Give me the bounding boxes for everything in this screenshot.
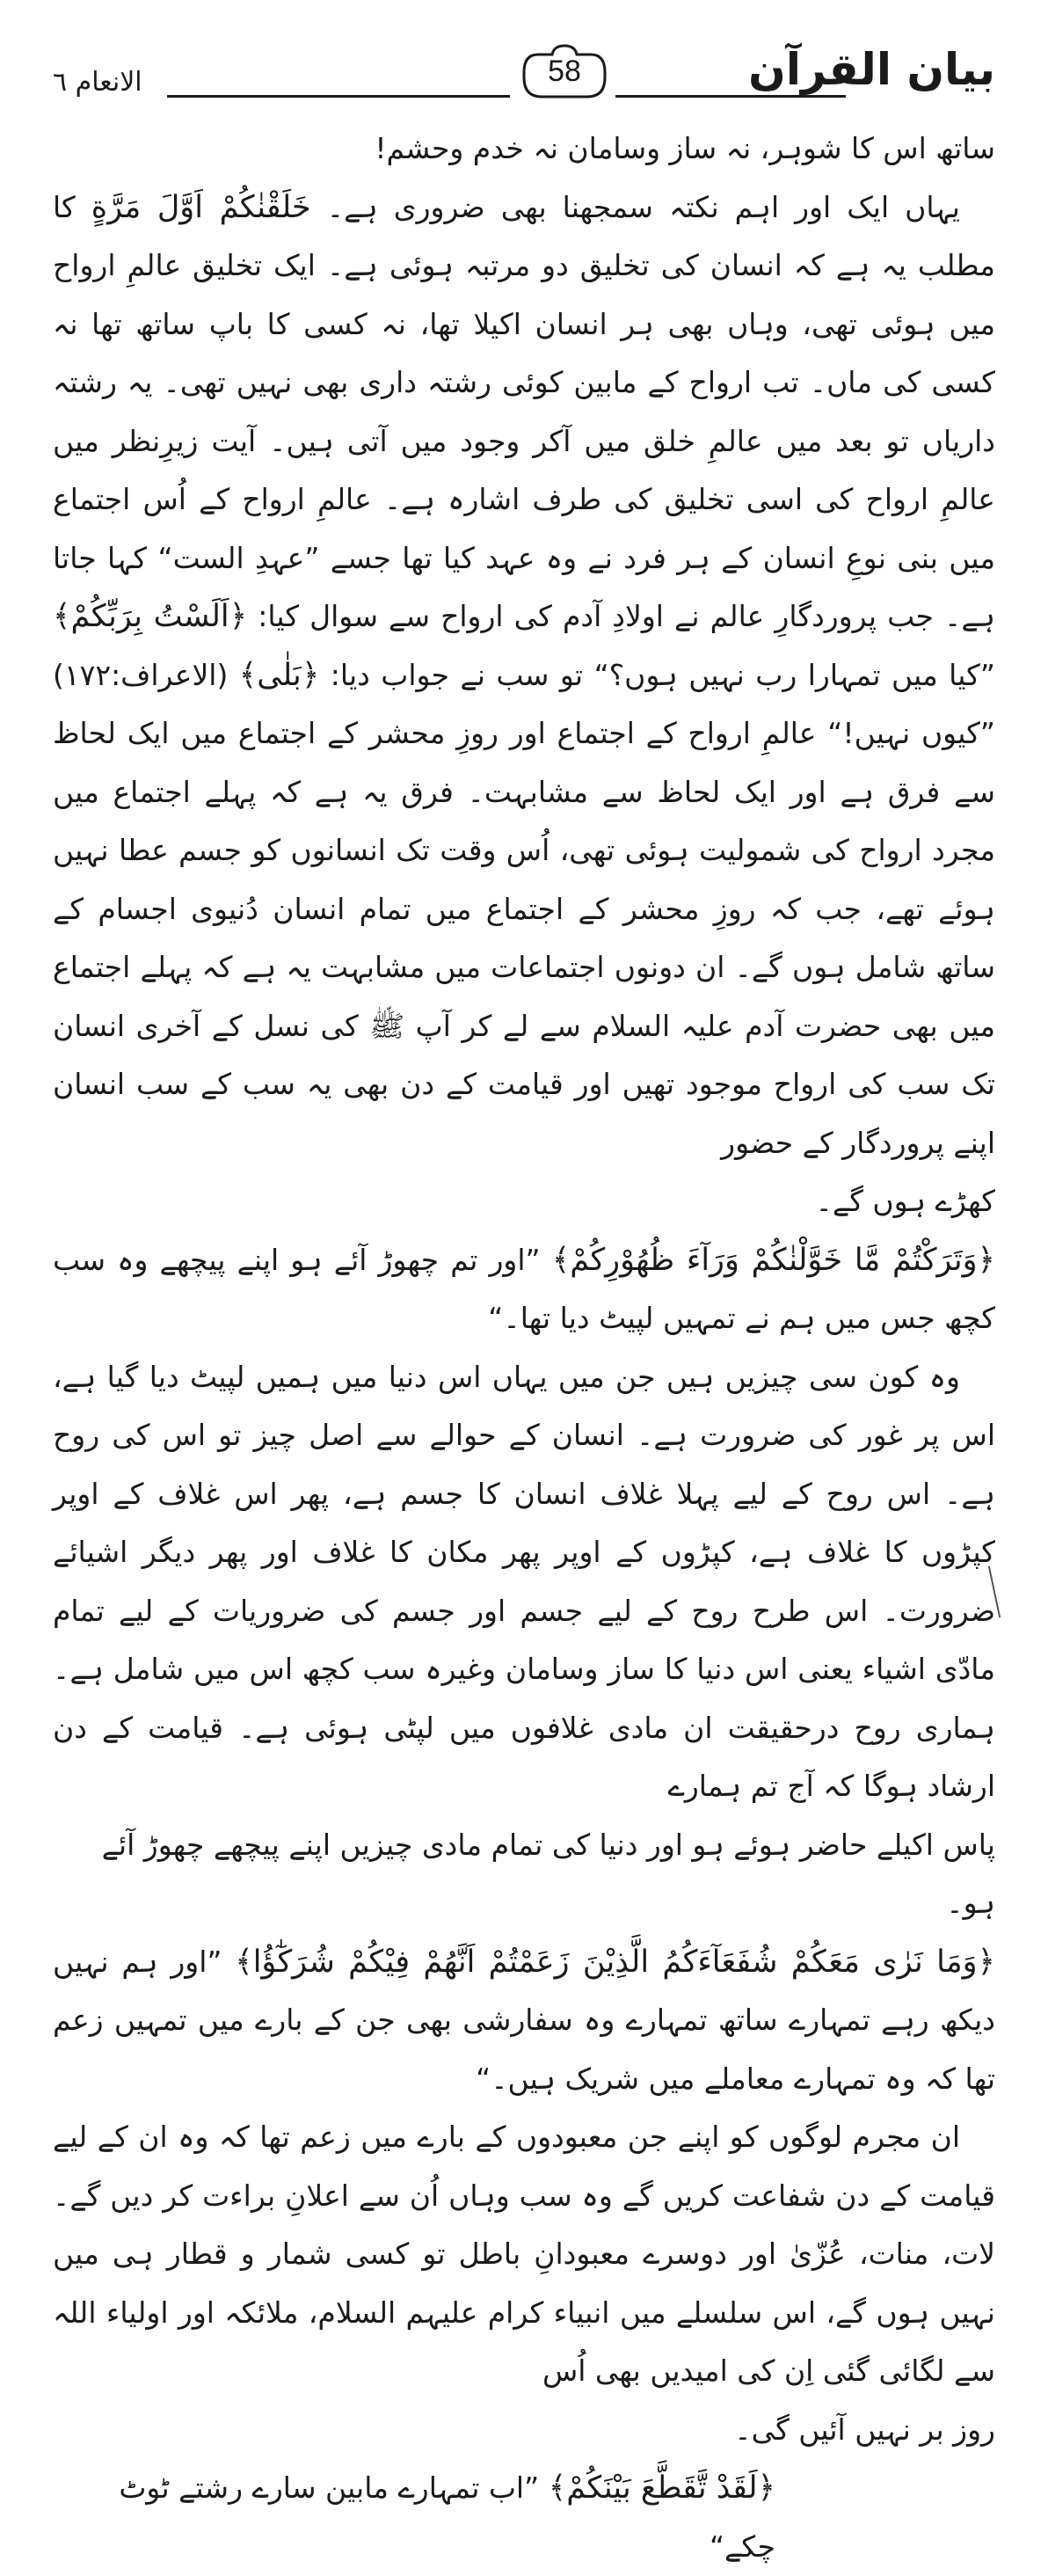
verse-3-translation: ”اب تمہارے مابین سارے رشتے ٹوٹ چکے“ (119, 2470, 775, 2564)
bracket-close: ﴾ (551, 1242, 571, 1278)
bracket-open: ﴿ (757, 2470, 775, 2506)
verse-3-arabic: لَقَدْ تَّقَطَّعَ بَيْنَكُمْ (566, 2470, 758, 2506)
paragraph-2 (53, 179, 995, 1173)
paragraph-2-text-b: کا مطلب یہ ہے کہ انسان کی تخلیق دو مرتبہ ہوئی ہے۔ ایک تخلیق عالمِ ارواح میں ہوئی تھی، وہاں بھی ہر انسان اکیلا تھا، نہ کسی کا باپ ساتھ تھا نہ کسی کی ماں۔ تب ارواح کے مابین کوئی رشتہ داری بھی نہیں تھی۔ یہ رشتہ داریاں تو بعد میں عالمِ خلق میں آکر وجود میں آتی ہیں۔ آیت زیرِنظر میں عالمِ ارواح کی اسی تخلیق کی طرف اشارہ ہے۔ عالمِ ارواح کے اُس اجتماع میں بنی نوعِ انسان کے ہر فرد نے وہ عہد کیا تھا جسے ”عہدِ الست“ کہا جاتا ہے۔ جب پروردگارِ عالم نے اولادِ آدم کی ارواح سے سوال کیا: (53, 189, 995, 633)
verse-2-translation: ”اور ہم نہیں دیکھ رہے تمہارے ساتھ تمہارے وہ سفارشی بھی جن کے بارے میں تمہیں زعم تھا کہ وہ تمہارے معاملے میں شریک ہیں۔“ (53, 1944, 995, 2096)
verse-1-arabic: وَتَرَكْتُمْ مَّا خَوَّلْنٰكُمْ وَرَآءَ ظُهُوْرِكُمْ (570, 1242, 978, 1278)
paragraph-2-text-c: ”کیا میں تمہارا رب نہیں ہوں؟“ تو سب نے جواب دیا: (330, 657, 995, 692)
bracket-close: ﴾ (53, 599, 71, 634)
page-body (53, 120, 995, 2576)
page-number: 58 (548, 55, 581, 88)
paragraph-3-end: پاس اکیلے حاضر ہوئے ہو اور دنیا کی تمام مادی چیزیں اپنے پیچھے چھوڑ آئے ہو۔ (101, 1827, 995, 1920)
quran-phrase-2: اَلَسْتُ بِرَبِّكُمْ (70, 599, 229, 634)
verse-1-translation: ”اور تم چھوڑ آئے ہو اپنے پیچھے وہ سب کچھ جس میں ہم نے تمہیں لپیٹ دیا تھا۔“ (53, 1242, 995, 1335)
document-page (53, 35, 995, 2564)
verse-block-1 (53, 1231, 995, 1348)
paragraph-2-text-d: (الاعراف:۱۷۲) ”کیوں نہیں!“ عالمِ ارواح کے اجتماع اور روزِ محشر کے اجتماع میں ایک لحاظ سے فرق ہے اور ایک لحاظ سے مشابہت۔ فرق یہ ہے کہ پہلے اجتماع میں مجرد ارواح کی شمولیت ہوئی تھی، اُس وقت تک انسانوں کو جسم عطا نہیں ہوئے تھے، جب کہ روزِ محشر کے اجتماع میں تمام انسان دُنیوی اجسام کے ساتھ شامل ہوں گے۔ ان دونوں اجتماعات میں مشابہت یہ ہے کہ پہلے اجتماع میں بھی حضرت آدم علیہ السلام سے لے کر آپ ﷺ کی نسل کے آخری انسان تک سب کی ارواح موجود تھیں اور قیامت کے دن بھی یہ سب کے سب انسان اپنے پروردگار کے حضور (53, 657, 995, 1160)
surah-name: الانعام ٦ (53, 67, 142, 98)
paragraph-4: ان مجرم لوگوں کو اپنے جن معبودوں کے بارے میں زعم تھا کہ وہ ان کے لیے قیامت کے دن شفاعت کریں گے وہ سب وہاں اُن سے اعلانِ براءت کر دیں گے۔ لات، منات، عُزّیٰ اور دوسرے معبودانِ باطل تو کسی شمار و قطار ہی میں نہیں ہوں گے، اس سلسلے میں انبیاء کرام علیہم السلام، ملائکہ اور اولیاء اللہ سے لگائی گئی اِن کی امیدیں بھی اُس (53, 2120, 995, 2388)
paragraph-1: ساتھ اس کا شوہر، نہ ساز وسامان نہ خدم وحشم! (375, 131, 995, 165)
page-header (53, 35, 995, 114)
header-rule-left (167, 95, 510, 98)
verse-block-3 (53, 2459, 995, 2576)
bracket-open: ﴿ (977, 1944, 995, 1980)
paragraph-2-end: کھڑے ہوں گے۔ (815, 1184, 995, 1218)
book-title: بیان القرآن (748, 44, 995, 95)
paragraph-2-text-a: یہاں ایک اور اہم نکتہ سمجھنا بھی ضروری ہے۔ (326, 189, 960, 224)
verse-2-arabic: وَمَا نَرٰى مَعَكُمْ شُفَعَآءَكُمُ الَّذِيْنَ زَعَمْتُمْ اَنَّهُمْ فِيْكُمْ شُرَكٰٓؤُا (252, 1944, 978, 1980)
paragraph-3: وہ کون سی چیزیں ہیں جن میں یہاں اس دنیا میں ہمیں لپیٹ دیا گیا ہے، اس پر غور کی ضرورت ہے۔ انسان کے حوالے سے اصل چیز تو اس کی روح ہے۔ اس روح کے لیے پہلا غلاف انسان کا جسم ہے، پھر اس غلاف کے اوپر کپڑوں کا غلاف ہے، کپڑوں کے اوپر پھر مکان کا غلاف اور پھر دیگر اشیائے ضرورت۔ اس طرح روح کے لیے جسم اور جسم کی ضروریات کے لیے تمام مادّی اشیاء یعنی اس دنیا کا ساز وسامان وغیرہ سب کچھ اس میں شامل ہے۔ ہماری روح درحقیقت ان مادی غلافوں میں لپٹی ہوئی ہے۔ قیامت کے دن ارشاد ہوگا کہ آج تم ہمارے (53, 1359, 995, 1803)
bracket-open: ﴿ (977, 1242, 995, 1278)
paragraph-4-end: روز بر نہیں آئیں گی۔ (734, 2412, 995, 2447)
bracket-open: ﴿ (229, 599, 248, 634)
verse-block-2 (53, 1933, 995, 2109)
bracket-open: ﴿ (301, 657, 320, 693)
bracket-close: ﴾ (548, 2470, 567, 2506)
quran-phrase-1: خَلَقْنٰكُمْ اَوَّلَ مَرَّةٍ (91, 189, 311, 225)
quran-phrase-3: بَلٰى (257, 657, 302, 693)
bracket-close: ﴾ (235, 1944, 253, 1980)
header-rule-right (615, 95, 846, 98)
bracket-close: ﴾ (238, 657, 258, 693)
